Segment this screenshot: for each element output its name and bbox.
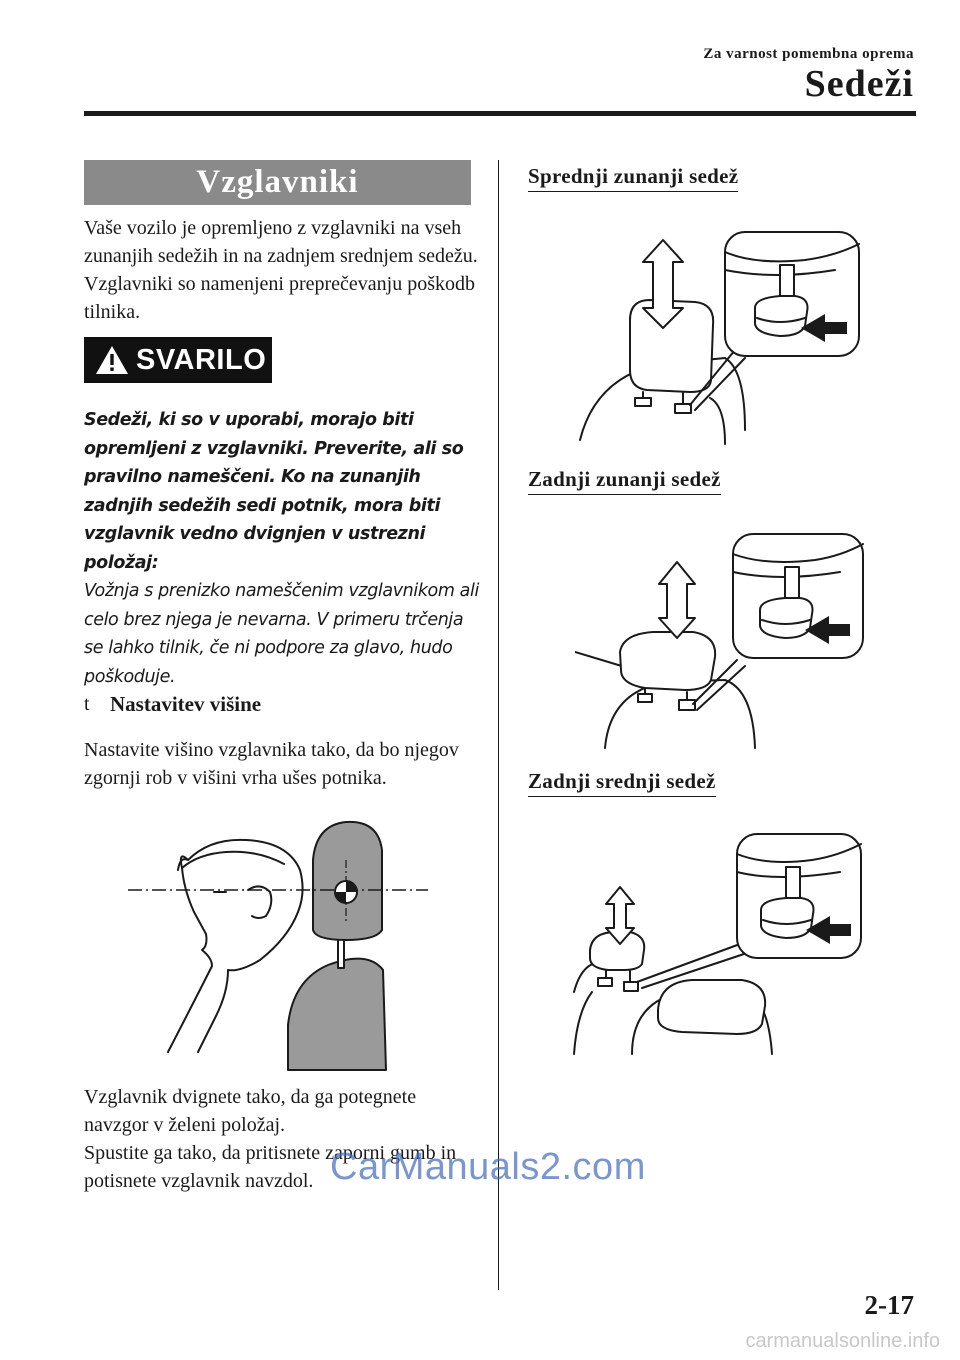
subheading-bullet: t — [84, 693, 90, 715]
height-paragraph: Nastavite višino vzglavnika tako, da bo njegov zgornji rob v višini vrha ušes potnika. — [84, 739, 459, 789]
front-outer-seat-illustration — [575, 230, 875, 445]
header-section-label: Za varnost pomembna oprema — [703, 46, 914, 62]
watermark-text: CarManuals2.com — [330, 1146, 646, 1188]
section-banner: Vzglavniki — [84, 160, 471, 205]
lower-paragraph: Spustite ga tako, da pritisnete zaporni gumb in potisnete vzglavnik navzdol. — [84, 1142, 457, 1192]
warning-label: SVARILO — [136, 343, 267, 376]
warning-bold-text: Sedeži, ki so v uporabi, morajo biti opremljeni z vzglavniki. Preverite, ali so pravilno nameščeni. Ko na zunanjih zadnjih sedežih sedi potnik, mora biti vzglavnik vedno dvignjen v ustrezni položaj: — [84, 410, 464, 573]
warning-text — [84, 406, 484, 691]
column-divider — [498, 160, 499, 1290]
intro-paragraph: Vaše vozilo je opremljeno z vzglavniki na vseh zunanjih sedežih in na zadnjem srednjem sedežu. Vzglavniki so namenjeni preprečevanju poškodb tilnika. — [84, 217, 478, 323]
heading-rear-outer-seat: Zadnji zunanji sedež — [528, 467, 721, 495]
warning-body-text: Vožnja s prenizko nameščenim vzglavnikom ali celo brez njega je nevarna. V primeru trčenja se lahko tilnik, če ni podpore za glavo, hudo poškoduje. — [84, 581, 479, 687]
head-height-illustration — [128, 820, 428, 1072]
heading-rear-center-seat: Zadnji srednji sedež — [528, 769, 716, 797]
warning-badge — [84, 337, 272, 383]
heading-front-outer-seat: Sprednji zunanji sedež — [528, 164, 738, 192]
warning-icon — [94, 344, 130, 376]
subheading-text: Nastavitev višine — [110, 692, 262, 716]
page-number: 2-17 — [864, 1290, 914, 1320]
rear-center-seat-illustration — [572, 832, 872, 1057]
site-watermark-text: carmanualsonline.info — [745, 1330, 940, 1352]
raise-paragraph: Vzglavnik dvignete tako, da ga potegnete navzgor v želeni položaj. — [84, 1086, 417, 1136]
header-title: Sedeži — [804, 63, 914, 105]
subheading — [84, 692, 261, 717]
header-rule — [84, 111, 916, 116]
rear-outer-seat-illustration — [575, 532, 875, 750]
